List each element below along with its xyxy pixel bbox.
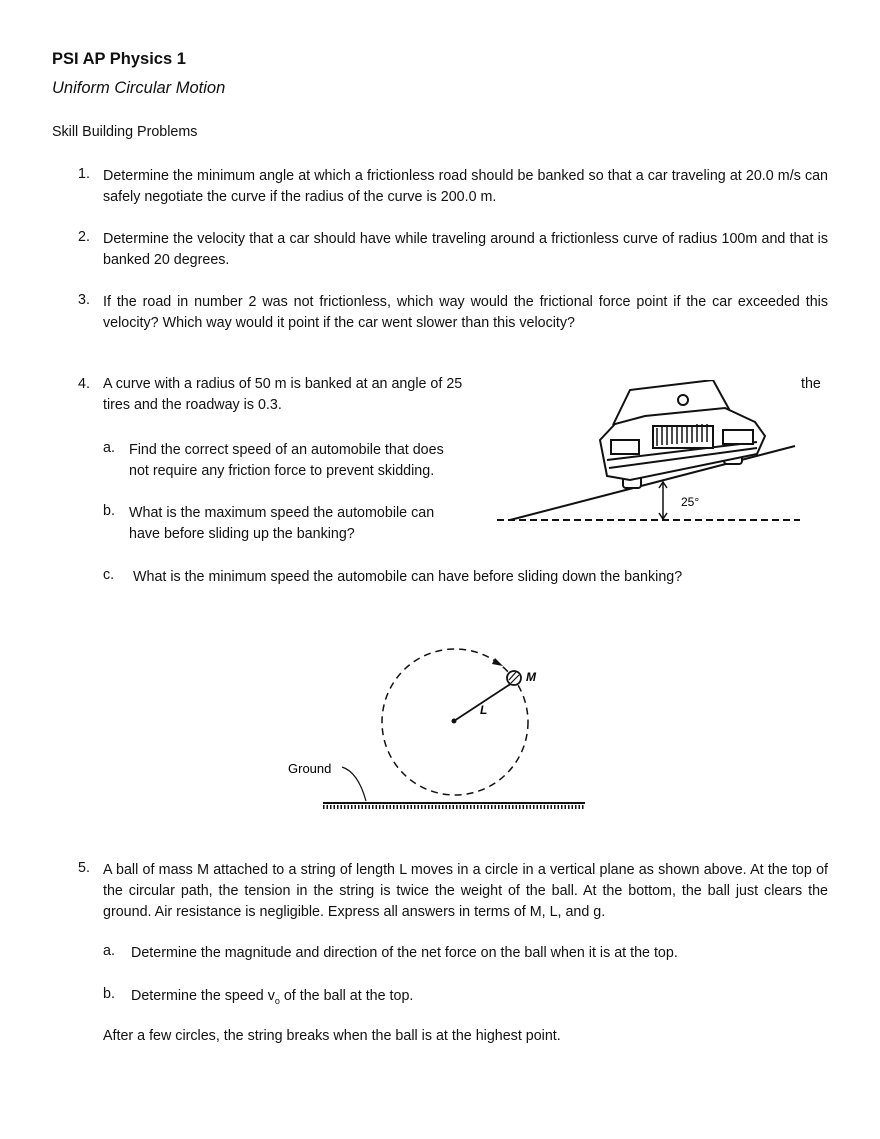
car-icon — [600, 380, 765, 488]
problem-5b-text-post: of the ball at the top. — [279, 988, 414, 1004]
problem-5a-label: a. — [103, 943, 115, 959]
problem-4a-line2: not require any friction force to prevent skidding. — [129, 463, 435, 479]
problem-5b-text-pre: Determine the speed v — [131, 988, 275, 1004]
problem-4-number: 4. — [78, 376, 90, 392]
problem-5-text: A ball of mass M attached to a string of length L moves in a circle in a vertical plane as shown above. At the top of the circular path, the tension in the string is twice the weight of the ball. At the bottom, the ball just clears the ground. Air resistance is negligible. Express all answers in terms of M, L, and g. — [103, 862, 828, 920]
direction-arrow-icon — [492, 658, 503, 666]
problem-2-text: Determine the velocity that a car should have while traveling around a frictionless curve of radius 100m and that is banked 20 degrees. — [103, 231, 828, 268]
problem-4a-line1: Find the correct speed of an automobile that does — [129, 442, 444, 458]
problem-5-after-text: After a few circles, the string breaks when the ball is at the highest point. — [103, 1028, 561, 1044]
mass-label: M — [526, 670, 536, 684]
problem-3-number: 3. — [78, 292, 90, 308]
problem-1-text: Determine the minimum angle at which a frictionless road should be banked so that a car traveling at 20.0 m/s can safely negotiate the curve if the radius of the curve is 200.0 m. — [103, 168, 828, 205]
problem-3-text: If the road in number 2 was not frictionless, which way would the frictional force point if the car exceeded this velocity? Which way would it point if the car went slower than this velocity? — [103, 294, 828, 331]
problem-5a-text: Determine the magnitude and direction of the net force on the ball when it is at the top. — [131, 945, 678, 961]
problem-4b-label: b. — [103, 503, 115, 519]
problem-4-text-end: the — [801, 376, 821, 392]
document-title: PSI AP Physics 1 — [52, 50, 186, 68]
document-subtitle: Uniform Circular Motion — [52, 79, 226, 97]
section-heading: Skill Building Problems — [52, 124, 198, 140]
problem-5-number: 5. — [78, 860, 90, 876]
problem-4a-label: a. — [103, 440, 115, 456]
vertical-circle-figure — [270, 620, 600, 830]
problem-4c-text: What is the minimum speed the automobile can have before sliding down the banking? — [133, 569, 683, 585]
ground-label: Ground — [288, 761, 332, 776]
center-point — [452, 719, 457, 724]
problem-4b-line2: have before sliding up the banking? — [129, 526, 355, 542]
angle-label: 25° — [681, 495, 700, 509]
problem-2-number: 2. — [78, 229, 90, 245]
problem-5b-subscript: o — [274, 995, 280, 1006]
banked-car-figure — [495, 380, 805, 530]
problem-4b-line1: What is the maximum speed the automobile can — [129, 505, 435, 521]
problem-4-text-start: A curve with a radius of 50 m is banked at an angle of 25 — [103, 376, 463, 392]
problem-1-number: 1. — [78, 166, 90, 182]
length-label: L — [480, 703, 488, 717]
ball-icon — [507, 671, 521, 685]
problem-4c-label: c. — [103, 567, 115, 583]
problem-5b-text — [131, 986, 413, 1012]
problem-4-text-line2: tires and the roadway is 0.3. — [103, 397, 282, 413]
problem-5b-label: b. — [103, 986, 115, 1002]
